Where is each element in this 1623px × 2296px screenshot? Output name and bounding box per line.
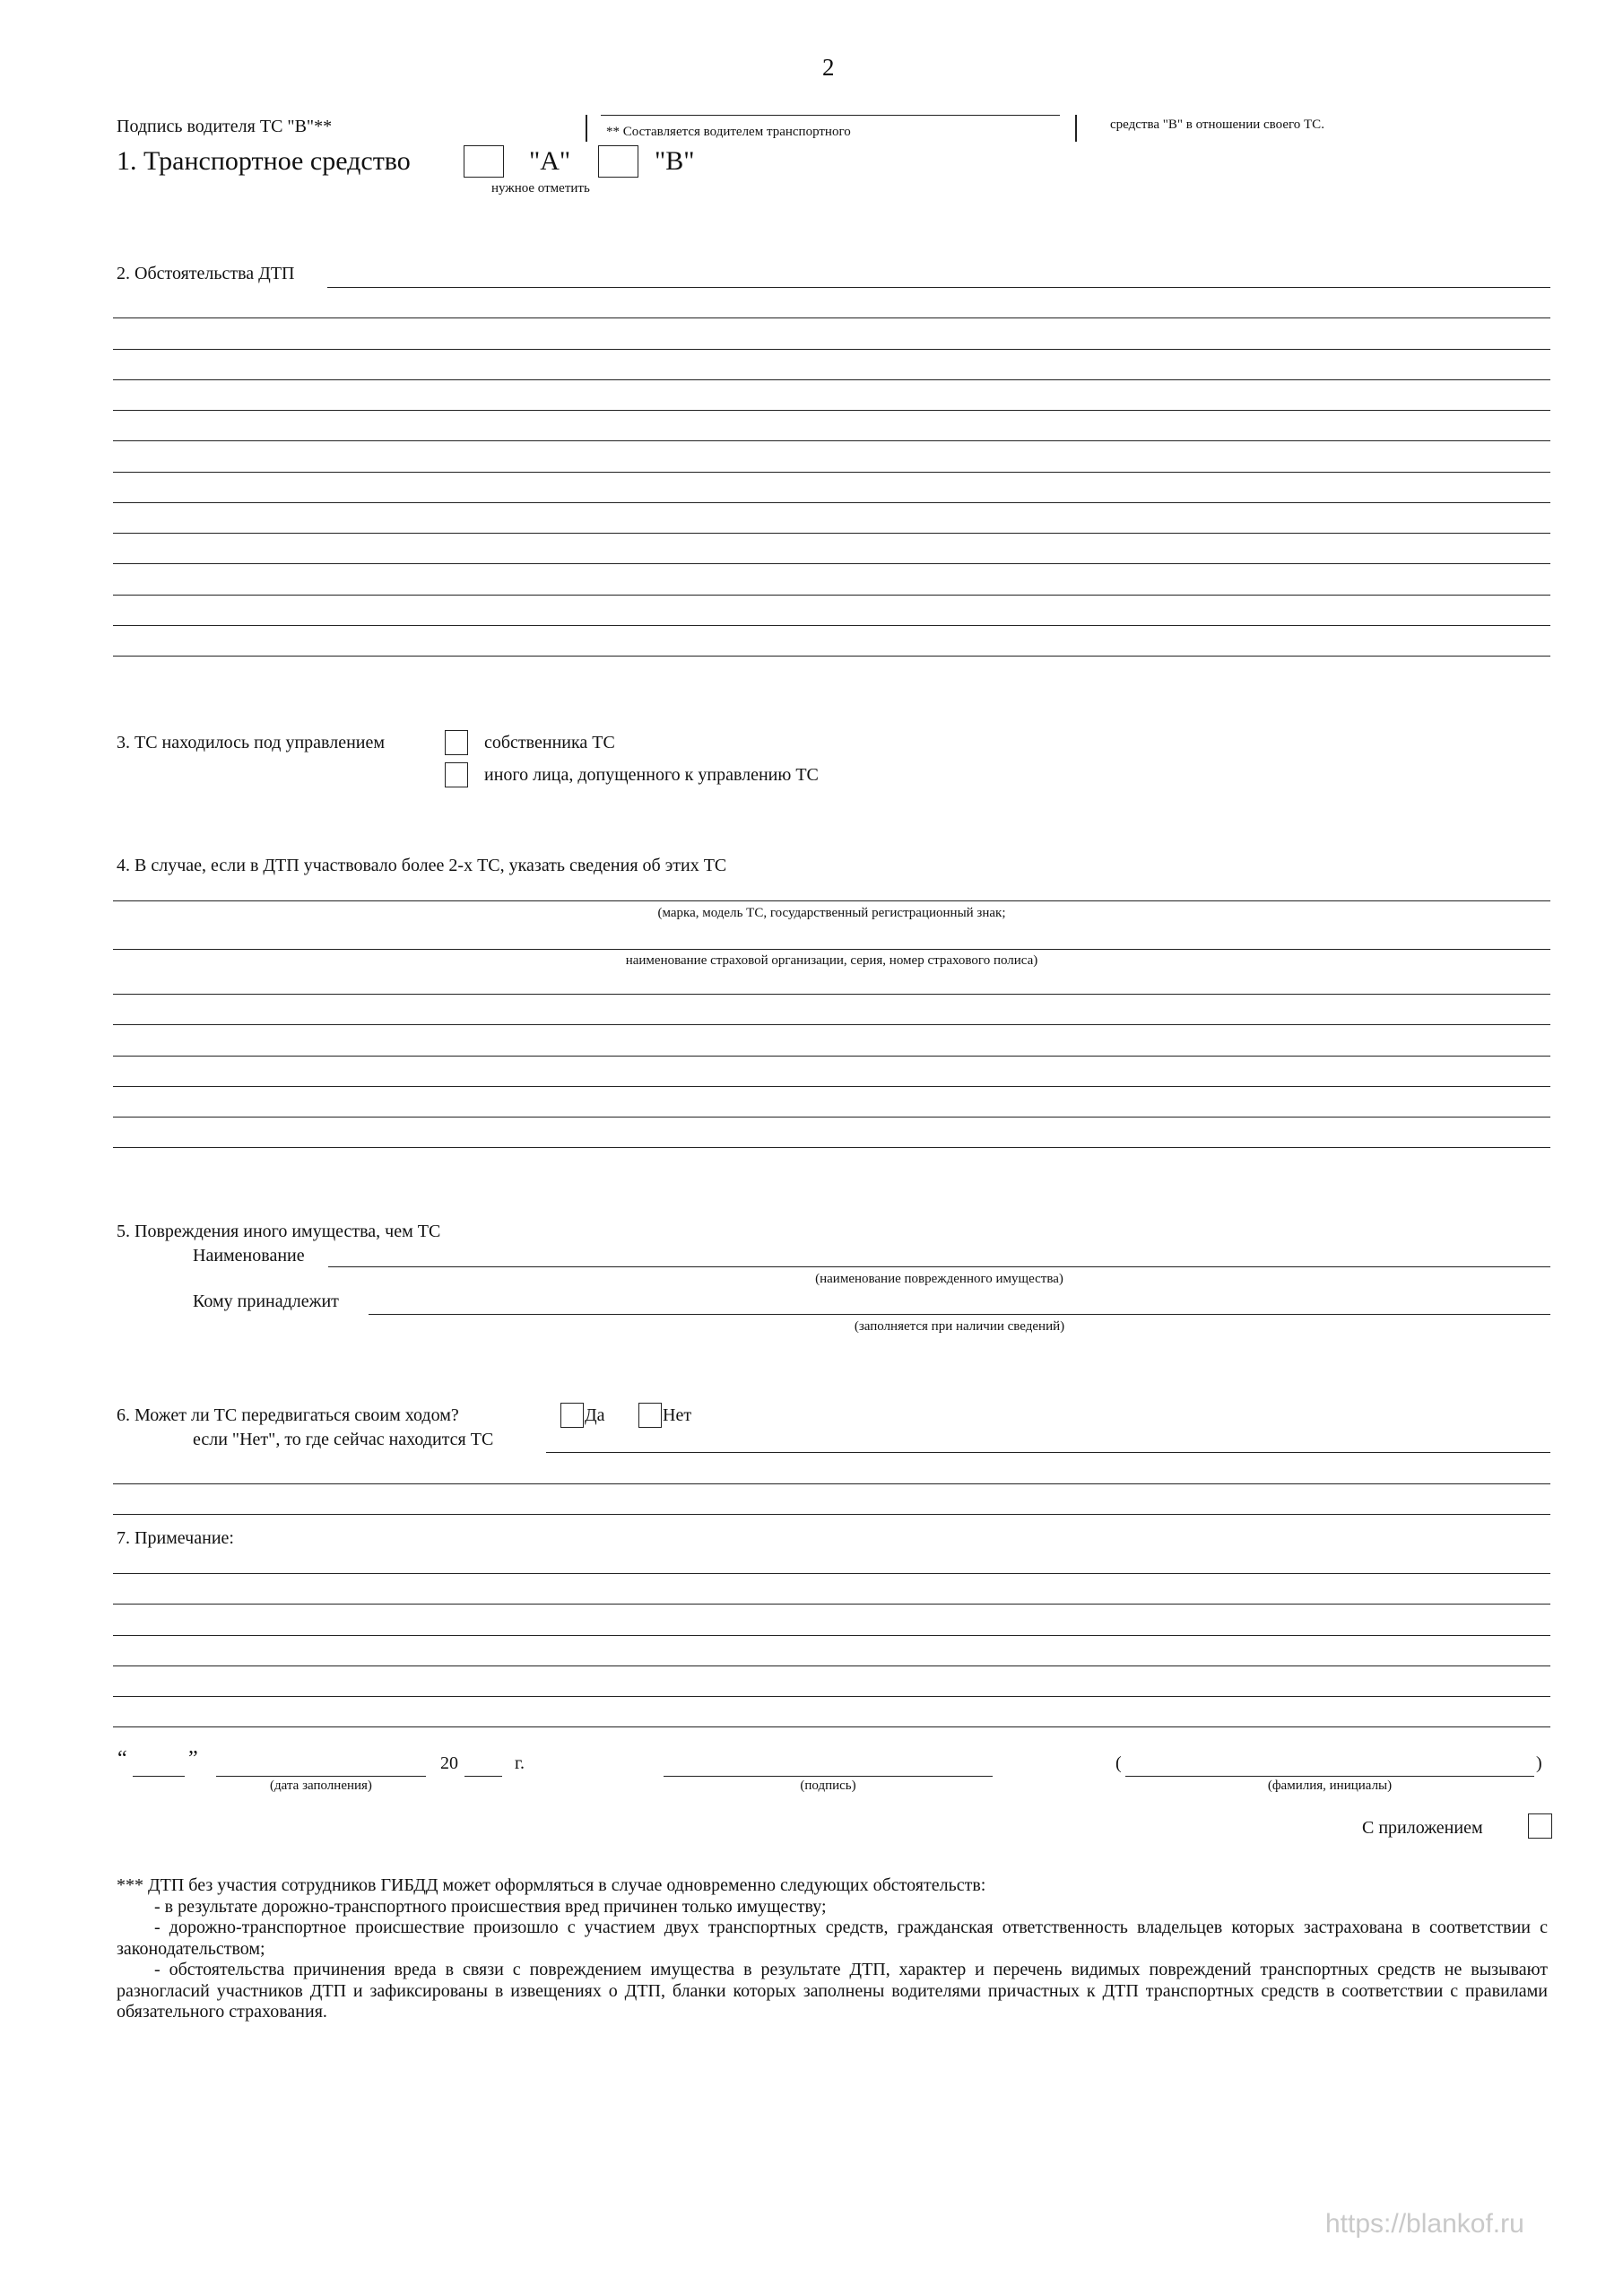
insurance-info-caption: наименование страховой организации, серия, номер страхового полиса) bbox=[625, 953, 1038, 968]
footnote-item-3: - обстоятельства причинения вреда в связи с повреждением имущества в результате ДТП, характер и перечень видимых повреждений транспортных средств не вызывают разногласий участников ДТП и зафиксированы в извещениях о ДТП, бланки которых заполнены водителями причастных к ДТП транспортных средств в соответствии с правилами обязательного страхования. bbox=[117, 1960, 1548, 2022]
header-divider-right bbox=[1075, 115, 1077, 142]
circumstances-line[interactable] bbox=[113, 472, 1550, 473]
circumstances-line[interactable] bbox=[113, 533, 1550, 534]
notes-line[interactable] bbox=[113, 1696, 1550, 1697]
vehicle-a-checkbox[interactable] bbox=[464, 145, 504, 178]
month-line[interactable] bbox=[216, 1776, 426, 1777]
property-owner-label: Кому принадлежит bbox=[193, 1292, 339, 1311]
circumstances-line[interactable] bbox=[113, 440, 1550, 441]
notes-line[interactable] bbox=[113, 1604, 1550, 1605]
other-vehicles-line[interactable] bbox=[113, 994, 1550, 995]
year-line[interactable] bbox=[464, 1776, 502, 1777]
property-owner-caption: (заполняется при наличии сведений) bbox=[854, 1319, 1065, 1334]
vehicle-info-caption: (марка, модель ТС, государственный регистрационный знак; bbox=[657, 906, 1006, 920]
other-person-label: иного лица, допущенного к управлению ТС bbox=[484, 765, 819, 785]
other-vehicles-line[interactable] bbox=[113, 1024, 1550, 1025]
vehicle-location-line[interactable] bbox=[113, 1514, 1550, 1515]
vehicle-location-line[interactable] bbox=[546, 1452, 1550, 1453]
attachment-checkbox[interactable] bbox=[1528, 1813, 1552, 1839]
date-caption: (дата заполнения) bbox=[270, 1779, 372, 1793]
other-vehicles-line[interactable] bbox=[113, 949, 1550, 950]
yes-label: Да bbox=[585, 1405, 605, 1425]
year-prefix: 20 bbox=[440, 1753, 458, 1773]
circumstances-line[interactable] bbox=[113, 410, 1550, 411]
section1-title: 1. Транспортное средство bbox=[117, 146, 411, 176]
other-vehicles-line[interactable] bbox=[113, 1086, 1550, 1087]
vehicle-location-line[interactable] bbox=[113, 1483, 1550, 1484]
signature-line[interactable] bbox=[664, 1776, 993, 1777]
page-number: 2 bbox=[822, 54, 835, 81]
other-person-checkbox[interactable] bbox=[445, 762, 468, 787]
notes-line[interactable] bbox=[113, 1573, 1550, 1574]
section1-hint: нужное отметить bbox=[491, 181, 590, 196]
full-name-caption: (фамилия, инициалы) bbox=[1267, 1779, 1393, 1793]
property-name-line[interactable] bbox=[328, 1266, 1550, 1267]
vehicle-location-label: если "Нет", то где сейчас находится ТС bbox=[193, 1430, 494, 1449]
date-quote-open: “ bbox=[117, 1747, 127, 1770]
footnote-intro: *** ДТП без участия сотрудников ГИБДД может оформляться в случае одновременно следующих обстоятельств: bbox=[117, 1875, 986, 1895]
circumstances-line[interactable] bbox=[113, 349, 1550, 350]
yes-checkbox[interactable] bbox=[560, 1403, 584, 1428]
notes-line[interactable] bbox=[113, 1665, 1550, 1666]
section2-title: 2. Обстоятельства ДТП bbox=[117, 264, 295, 283]
driver-b-signature-label: Подпись водителя ТС "В"** bbox=[117, 117, 333, 136]
header-note-left: ** Составляется водителем транспортного bbox=[606, 125, 851, 139]
vehicle-a-label: "А" bbox=[529, 146, 571, 176]
section6-title: 6. Может ли ТС передвигаться своим ходом? bbox=[117, 1405, 459, 1425]
property-name-label: Наименование bbox=[193, 1246, 305, 1265]
other-vehicles-line[interactable] bbox=[113, 1056, 1550, 1057]
no-label: Нет bbox=[663, 1405, 692, 1425]
circumstances-line[interactable] bbox=[113, 625, 1550, 626]
year-suffix: г. bbox=[515, 1753, 525, 1773]
footnote bbox=[117, 1875, 1548, 2023]
section3-title: 3. ТС находилось под управлением bbox=[117, 733, 386, 752]
other-vehicles-line[interactable] bbox=[113, 1147, 1550, 1148]
circumstances-line[interactable] bbox=[327, 287, 1550, 288]
section5-title: 5. Повреждения иного имущества, чем ТС bbox=[117, 1222, 441, 1241]
property-owner-line[interactable] bbox=[369, 1314, 1550, 1315]
owner-checkbox[interactable] bbox=[445, 730, 468, 755]
circumstances-line[interactable] bbox=[113, 563, 1550, 564]
vehicle-b-checkbox[interactable] bbox=[598, 145, 638, 178]
header-note-right: средства "В" в отношении своего ТС. bbox=[1110, 117, 1324, 132]
section4-title: 4. В случае, если в ДТП участвовало более 2-х ТС, указать сведения об этих ТС bbox=[117, 856, 727, 875]
watermark: https://blankof.ru bbox=[1325, 2209, 1524, 2239]
owner-label: собственника ТС bbox=[484, 733, 615, 752]
other-vehicles-line[interactable] bbox=[113, 1117, 1550, 1118]
footnote-item-2: - дорожно-транспортное происшествие произошло с участием двух транспортных средств, гражданская ответственность владельцев которых застрахована в соответствии с законодательством; bbox=[117, 1918, 1548, 1959]
property-name-caption: (наименование поврежденного имущества) bbox=[815, 1272, 1063, 1286]
signature-caption: (подпись) bbox=[800, 1779, 856, 1793]
footnote-item-1: - в результате дорожно-транспортного происшествия вред причинен только имуществу; bbox=[154, 1896, 827, 1917]
circumstances-line[interactable] bbox=[113, 502, 1550, 503]
circumstances-line[interactable] bbox=[113, 317, 1550, 318]
other-vehicles-line[interactable] bbox=[113, 900, 1550, 901]
vehicle-b-label: "В" bbox=[655, 146, 695, 176]
section7-title: 7. Примечание: bbox=[117, 1528, 234, 1548]
name-paren-close: ) bbox=[1536, 1753, 1542, 1773]
no-checkbox[interactable] bbox=[638, 1403, 662, 1428]
full-name-line[interactable] bbox=[1125, 1776, 1534, 1777]
circumstances-line[interactable] bbox=[113, 595, 1550, 596]
day-line[interactable] bbox=[133, 1776, 185, 1777]
driver-b-signature-line[interactable] bbox=[601, 115, 1060, 116]
attachment-label: С приложением bbox=[1362, 1818, 1483, 1838]
circumstances-line[interactable] bbox=[113, 379, 1550, 380]
date-quote-close: ” bbox=[188, 1747, 198, 1770]
notes-line[interactable] bbox=[113, 1635, 1550, 1636]
notes-line[interactable] bbox=[113, 1726, 1550, 1727]
name-paren-open: ( bbox=[1115, 1753, 1122, 1773]
circumstances-line[interactable] bbox=[113, 656, 1550, 657]
header-divider-left bbox=[586, 115, 587, 142]
